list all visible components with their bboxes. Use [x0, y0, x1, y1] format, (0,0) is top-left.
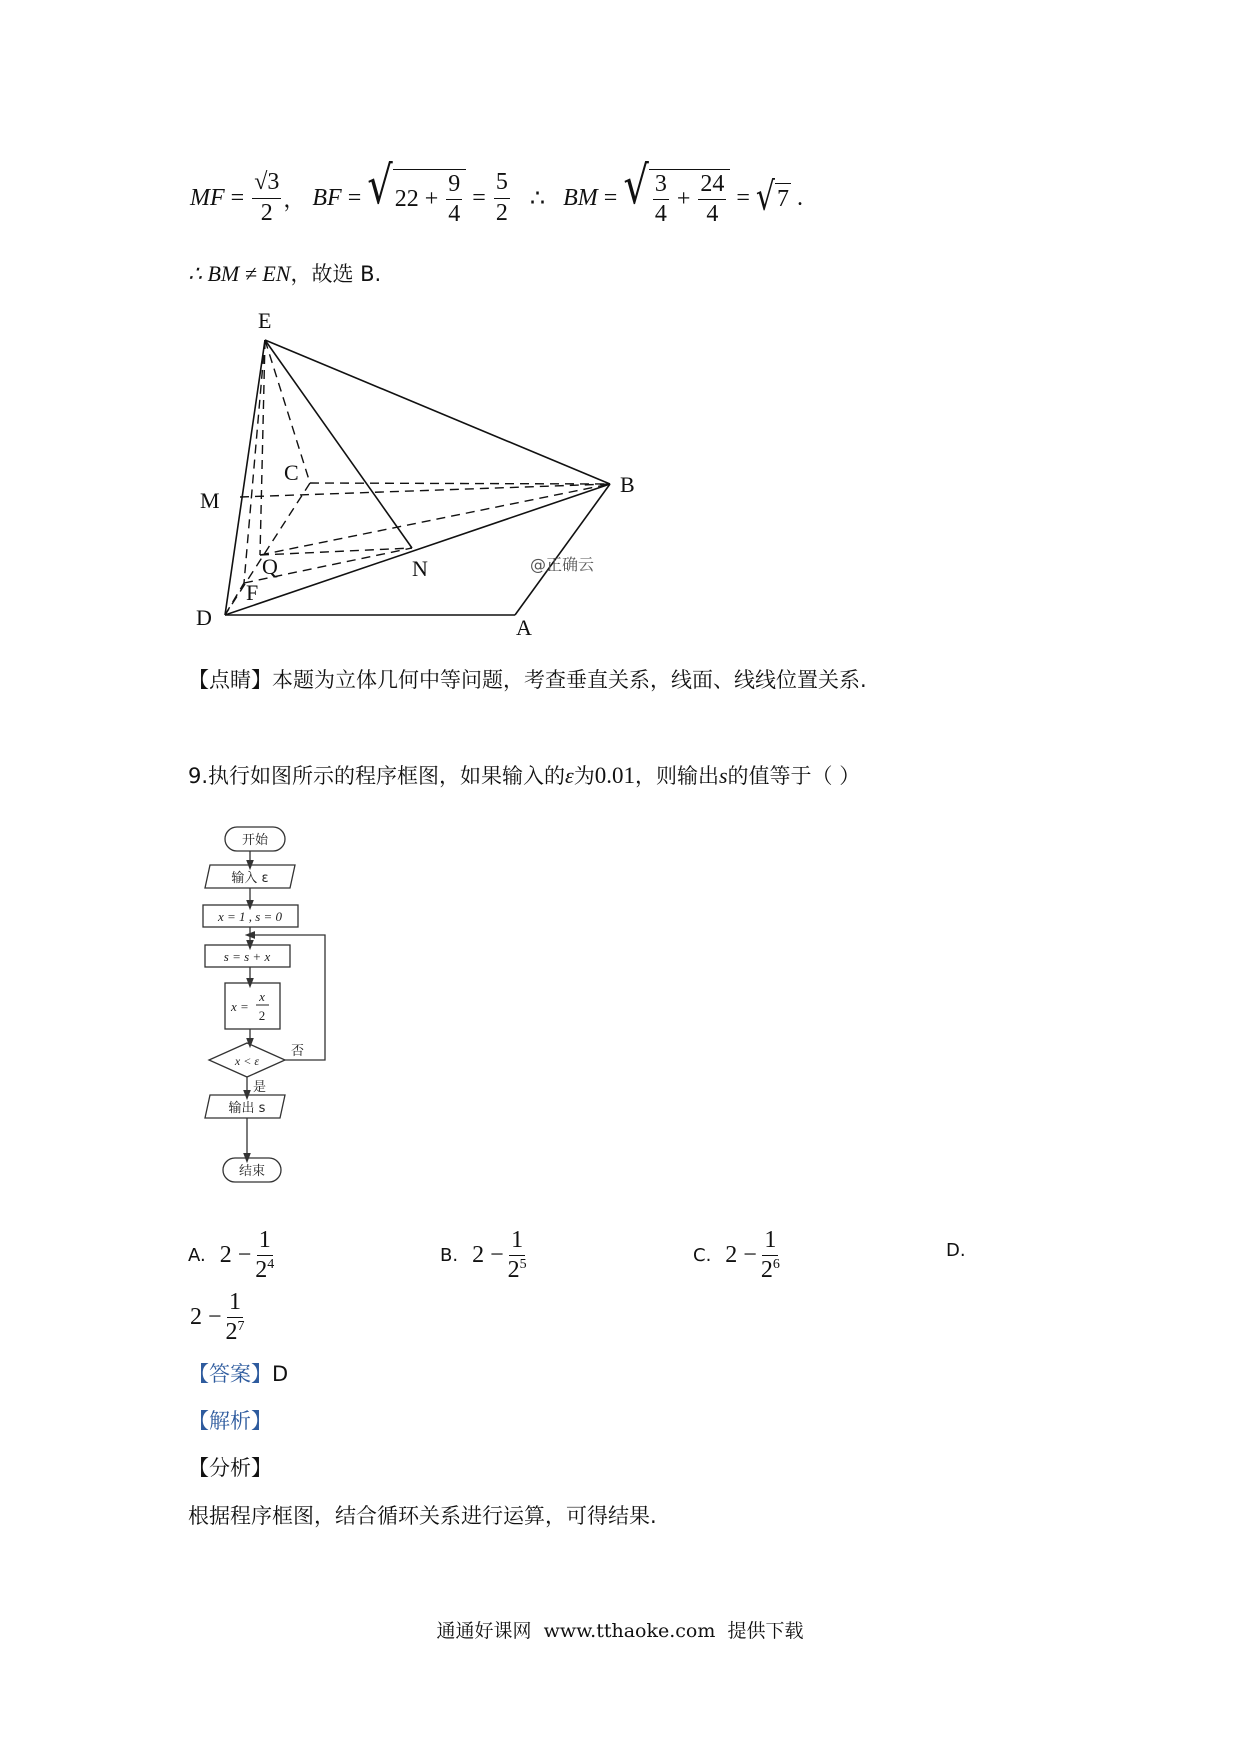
fenxi-tag: 【分析】 [188, 1456, 272, 1480]
conclusion-math: ∴ BM ≠ EN [188, 261, 291, 286]
bf-result: $\frac{5}{2}$ [495, 169, 508, 226]
bm-result: √ 7 [755, 174, 790, 221]
option-c-label: C. [693, 1245, 712, 1267]
option-a[interactable]: A. 2 − $\frac{1}{2^4}$ [188, 1227, 275, 1284]
step1-text: s = s + x [223, 949, 271, 964]
watermark: @正确云 [530, 555, 595, 574]
bf-lhs: BF [312, 184, 342, 211]
bf-sqrt: √ 2 2 + $\frac{9}{4}$ [367, 169, 466, 227]
label-a: A [516, 615, 532, 640]
epsilon-symbol: ε [565, 763, 574, 788]
review-tag: 【点睛】 [188, 668, 272, 692]
input-text: 输入 ε [231, 871, 269, 886]
option-d-label[interactable]: D. [946, 1240, 966, 1261]
bm-sqrt: √ $\frac{3}{4}$ + $\frac{24}{4}$ [623, 169, 730, 227]
epsilon-value: 0.01 [594, 763, 635, 788]
no-label: 否 [291, 1044, 305, 1059]
label-m: M [200, 488, 220, 513]
label-c: C [284, 460, 299, 485]
end-text: 结束 [238, 1164, 266, 1179]
option-b[interactable]: B. 2 − $\frac{1}{2^5}$ [440, 1227, 527, 1284]
label-b: B [620, 472, 635, 497]
mf-lhs: MF [190, 184, 225, 211]
step2-lhs: x = [231, 999, 249, 1014]
mf-den: 2 [260, 199, 273, 226]
mf-num: √3 [252, 170, 281, 198]
start-text: 开始 [241, 833, 269, 848]
option-d-value: 2 − $\frac{1}{2^7}$ [190, 1289, 245, 1346]
footer: 通通好课网 www.tthaoke.com 提供下载 [436, 1620, 804, 1642]
label-n: N [412, 556, 428, 581]
conclusion-line [188, 258, 381, 288]
mf-fraction [252, 170, 281, 225]
option-c[interactable]: C. 2 − $\frac{1}{2^6}$ [693, 1227, 780, 1284]
init-text: x = 1 , s = 0 [217, 909, 283, 924]
question-line: 9.执行如图所示的程序框图，如果输入的ε为0.01，则输出s的值等于（ ） [188, 763, 861, 788]
review-text: 本题为立体几何中等问题，考查垂直关系，线面、线线位置关系. [272, 668, 867, 692]
answer-line [188, 1358, 288, 1388]
formula-line: MF = $\frac{√3}{2}$ ， BF = √ 2 2 + $\frac{9}{4}$ = $\frac{5}{2}$ ∴ BM = √ $\frac{3}{4}$ + $\frac{24}{4}$ = √ 7 . [190, 156, 804, 227]
output-text: 输出 s [228, 1101, 266, 1116]
option-b-label: B. [440, 1245, 459, 1267]
step2-num: x [259, 989, 265, 1004]
label-d: D [196, 605, 212, 630]
flowchart [195, 815, 375, 1200]
yes-label: 是 [253, 1080, 267, 1095]
step2-den: 2 [258, 1008, 266, 1023]
label-e: E [258, 308, 272, 333]
conclusion-text: ，故选 B. [290, 262, 382, 286]
answer-value: D [272, 1362, 289, 1386]
analysis-tag: 【解析】 [188, 1409, 272, 1433]
label-q: Q [262, 554, 278, 579]
cond-text: x < ε [234, 1054, 260, 1068]
option-a-label: A. [188, 1245, 206, 1267]
therefore-symbol: ∴ [529, 185, 546, 212]
bm-lhs: BM [563, 184, 598, 211]
review-line [188, 664, 867, 694]
fenxi-text: 根据程序框图，结合循环关系进行运算，可得结果. [188, 1504, 657, 1528]
label-f: F [246, 580, 259, 605]
pyramid-figure [180, 300, 660, 650]
answer-tag: 【答案】 [188, 1362, 272, 1386]
